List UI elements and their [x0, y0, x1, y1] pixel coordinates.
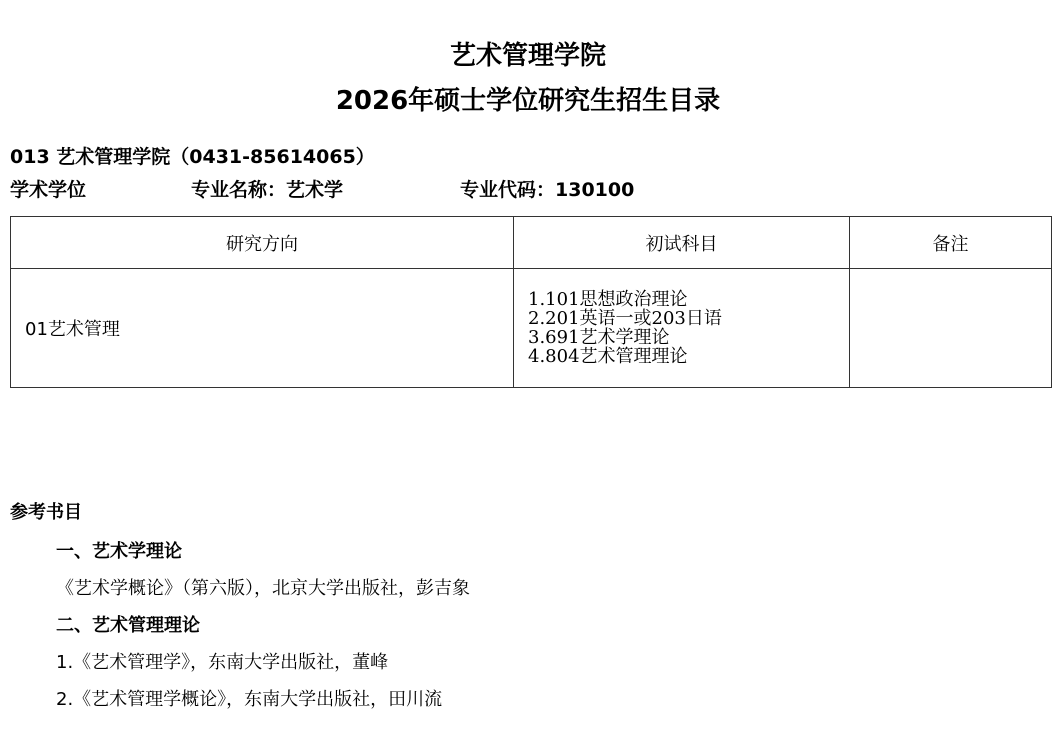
- table-header-row: [11, 217, 1052, 269]
- remark-cell: [850, 269, 1052, 388]
- major-code: 专业代码：130100: [460, 179, 635, 201]
- reference-book: 2.《艺术管理学概论》，东南大学出版社，田川流: [56, 689, 443, 710]
- column-header-remark: 备注: [850, 217, 1052, 269]
- references-title: 参考书目: [10, 502, 82, 523]
- subject-item: 3.691艺术学理论: [528, 327, 670, 348]
- table-row: [11, 269, 1052, 388]
- reference-section-heading: 一、艺术学理论: [56, 541, 182, 562]
- reference-section-heading: 二、艺术管理理论: [56, 615, 200, 636]
- subject-item: 4.804艺术管理理论: [528, 346, 688, 367]
- department-line: 013 艺术管理学院（0431-85614065）: [10, 146, 375, 168]
- reference-book: 《艺术学概论》（第六版），北京大学出版社，彭吉象: [56, 578, 470, 599]
- direction-cell: 01艺术管理: [11, 269, 514, 388]
- column-header-subjects: 初试科目: [514, 217, 850, 269]
- major-name: 专业名称：艺术学: [191, 179, 344, 201]
- catalog-table: [10, 216, 1052, 388]
- subjects-cell: [514, 269, 850, 388]
- catalog-title: 2026年硕士学位研究生招生目录: [335, 86, 721, 116]
- degree-type: 学术学位: [10, 179, 87, 201]
- school-title: 艺术管理学院: [449, 41, 606, 71]
- subject-item: 1.101思想政治理论: [528, 289, 688, 310]
- column-header-direction: 研究方向: [11, 217, 514, 269]
- reference-book: 1.《艺术管理学》，东南大学出版社，董峰: [56, 652, 389, 673]
- subject-item: 2.201英语一或203日语: [528, 308, 722, 329]
